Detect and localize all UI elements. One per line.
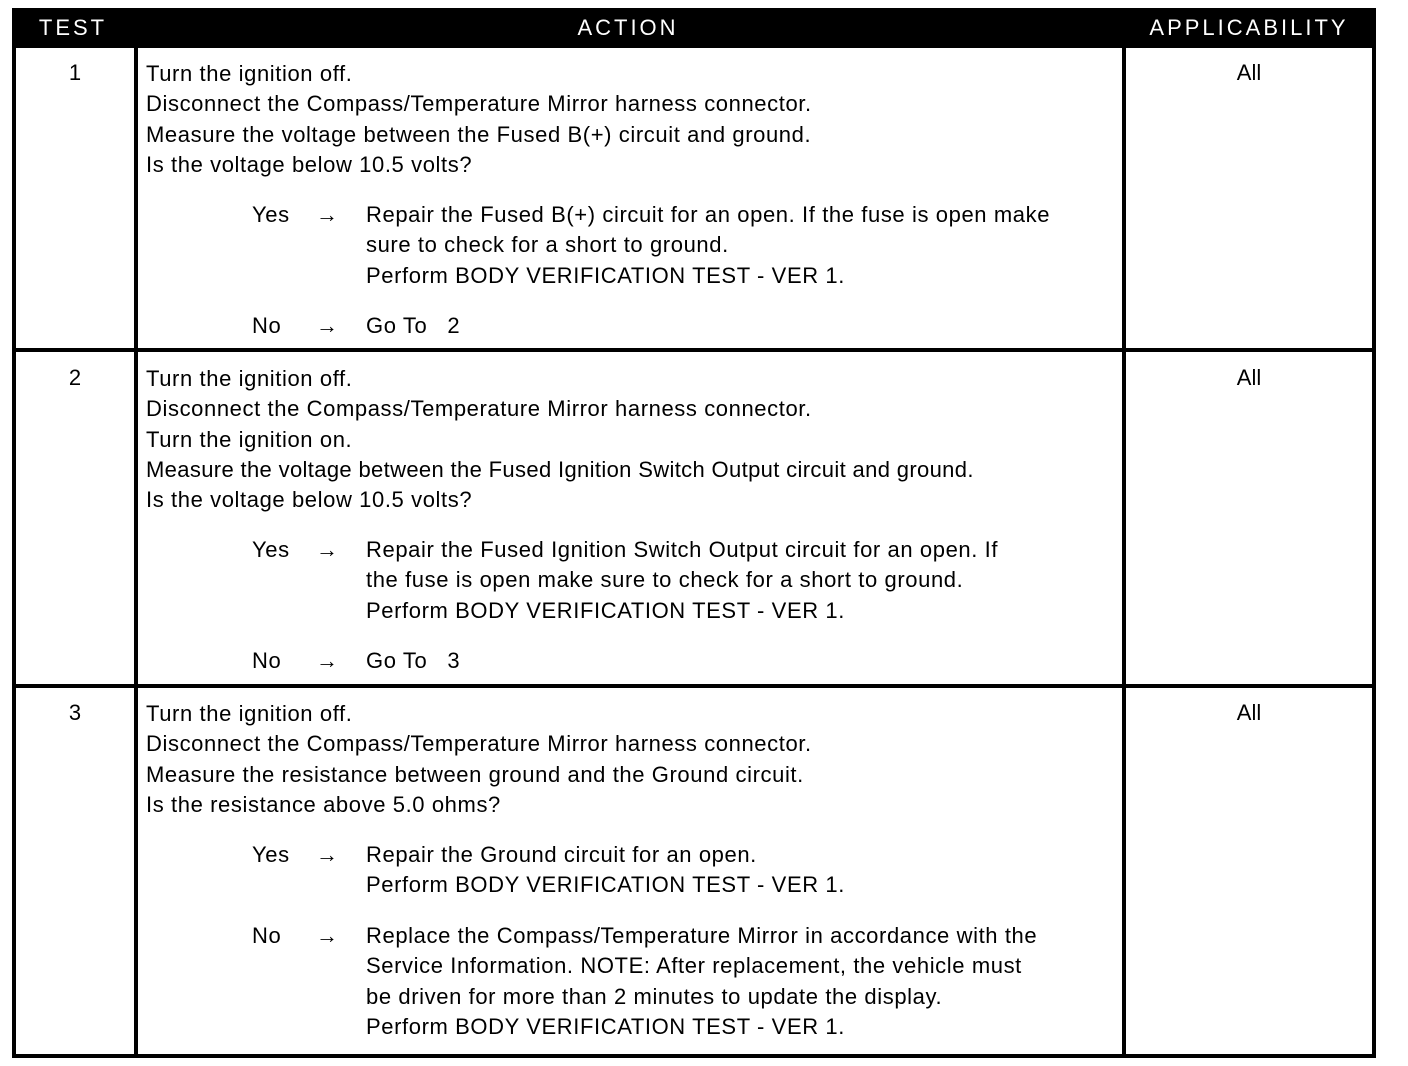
yes-text xyxy=(366,840,1120,901)
header-action: ACTION xyxy=(577,15,679,40)
row-divider-1 xyxy=(12,348,1376,352)
action-steps-1 xyxy=(146,59,1122,180)
header-applicability: APPLICABILITY xyxy=(1149,15,1349,40)
arrow-right-icon: → xyxy=(316,537,339,562)
no-text xyxy=(366,311,1120,341)
test-number-2: 2 xyxy=(68,365,82,390)
action-step: Measure the voltage between the Fused B(+) circuit and ground. xyxy=(146,121,812,147)
response-line: Repair the Ground circuit for an open. xyxy=(366,842,757,867)
action-step: Turn the ignition off. xyxy=(146,61,353,86)
yes-label: Yes xyxy=(252,202,290,227)
table-header xyxy=(12,8,1376,48)
applicability-1: All xyxy=(1236,60,1262,85)
action-step: Measure the voltage between the Fused Ignition Switch Output circuit and ground. xyxy=(146,456,974,482)
response-line: Repair the Fused B(+) circuit for an open. If the fuse is open make xyxy=(366,202,1051,227)
arrow-right-icon: → xyxy=(316,842,339,867)
test-number-1: 1 xyxy=(68,60,82,85)
arrow-right-icon: → xyxy=(316,202,339,227)
action-step: Disconnect the Compass/Temperature Mirror harness connector. xyxy=(146,396,812,422)
no-text xyxy=(366,921,1120,1042)
header-test: TEST xyxy=(38,15,108,40)
test-number-3: 3 xyxy=(68,700,82,725)
response-line: Perform BODY VERIFICATION TEST - VER 1. xyxy=(366,597,845,623)
yes-text xyxy=(366,535,1120,626)
arrow-right-icon: → xyxy=(316,313,339,338)
yes-text xyxy=(366,200,1120,291)
diagnostic-test-table xyxy=(12,8,1376,1058)
response-line: the fuse is open make sure to check for a short to ground. xyxy=(366,567,964,593)
yes-label: Yes xyxy=(252,537,290,562)
response-line: sure to check for a short to ground. xyxy=(366,232,729,258)
action-step: Disconnect the Compass/Temperature Mirror harness connector. xyxy=(146,91,812,117)
action-step: Is the voltage below 10.5 volts? xyxy=(146,151,473,177)
response-line: Go To 3 xyxy=(366,648,461,673)
response-line: Repair the Fused Ignition Switch Output circuit for an open. If xyxy=(366,537,999,562)
no-text xyxy=(366,646,1120,676)
arrow-right-icon: → xyxy=(316,648,339,673)
action-steps-2 xyxy=(146,364,1122,515)
arrow-right-icon: → xyxy=(316,923,339,948)
applicability-2: All xyxy=(1236,365,1262,390)
action-steps-3 xyxy=(146,699,1122,820)
response-line: Perform BODY VERIFICATION TEST - VER 1. xyxy=(366,1013,845,1039)
yes-label: Yes xyxy=(252,842,290,867)
action-step: Turn the ignition on. xyxy=(146,426,353,452)
action-step: Is the resistance above 5.0 ohms? xyxy=(146,791,501,817)
response-line: Perform BODY VERIFICATION TEST - VER 1. xyxy=(366,872,845,898)
applicability-3: All xyxy=(1236,700,1262,725)
action-step: Turn the ignition off. xyxy=(146,701,353,726)
response-line: Go To 2 xyxy=(366,313,461,338)
action-step: Measure the resistance between ground and the Ground circuit. xyxy=(146,761,804,787)
response-line: Perform BODY VERIFICATION TEST - VER 1. xyxy=(366,262,845,288)
response-line: Replace the Compass/Temperature Mirror in accordance with the xyxy=(366,923,1038,948)
action-step: Is the voltage below 10.5 volts? xyxy=(146,487,473,513)
column-divider-test-action xyxy=(134,48,138,1054)
row-divider-2 xyxy=(12,684,1376,688)
action-step: Turn the ignition off. xyxy=(146,366,353,391)
action-step: Disconnect the Compass/Temperature Mirror harness connector. xyxy=(146,731,812,757)
response-line: be driven for more than 2 minutes to update the display. xyxy=(366,983,943,1009)
response-line: Service Information. NOTE: After replacement, the vehicle must xyxy=(366,953,1022,979)
no-label: No xyxy=(252,923,282,948)
no-label: No xyxy=(252,648,282,673)
no-label: No xyxy=(252,313,282,338)
column-divider-action-applicability xyxy=(1122,48,1126,1054)
